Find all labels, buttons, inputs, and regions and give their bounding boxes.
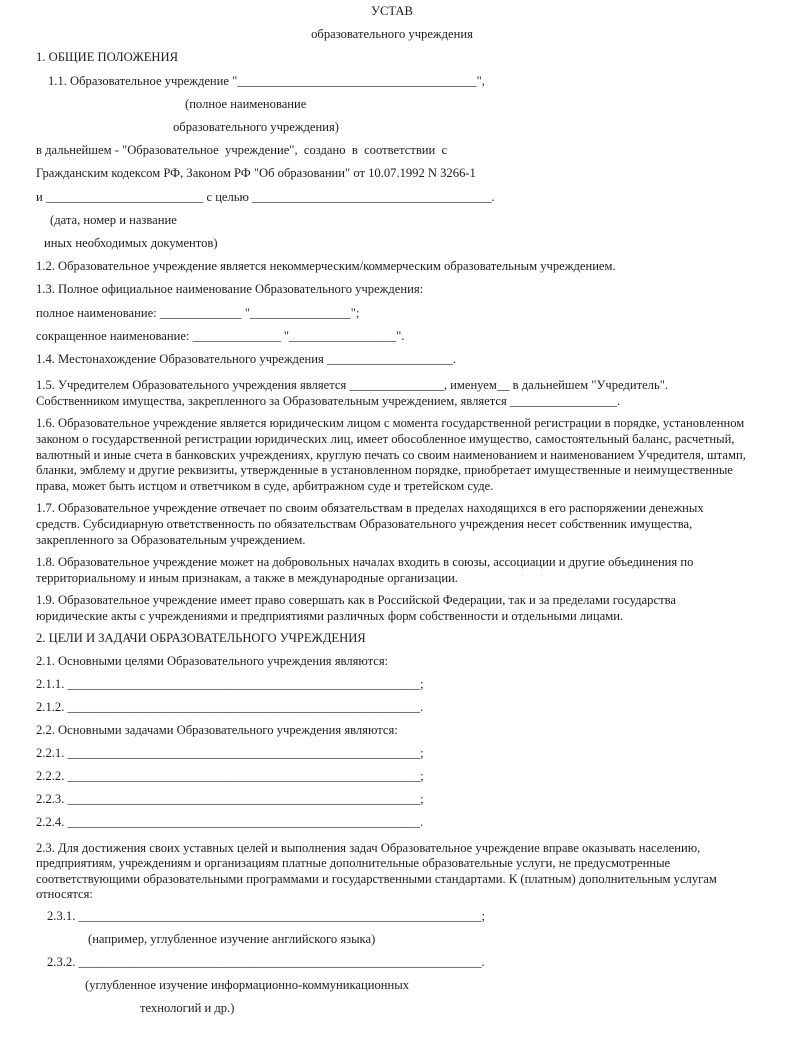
- clause-1-1: 1.1. Образовательное учреждение "______________________________________",: [48, 73, 485, 88]
- item-2-2-2: 2.2.2. ________________________________________________________;: [36, 768, 424, 783]
- clause-1-1-cont-2: Гражданским кодексом РФ, Законом РФ "Об образовании" от 10.07.1992 N 3266-1: [36, 166, 476, 181]
- section-2-heading: 2. ЦЕЛИ И ЗАДАЧИ ОБРАЗОВАТЕЛЬНОГО УЧРЕЖДЕНИЯ: [36, 630, 366, 645]
- item-2-2-3: 2.2.3. ________________________________________________________;: [36, 791, 424, 806]
- clause-1-1-cont-1: в дальнейшем - "Образовательное учреждение", создано в соответствии с: [36, 143, 448, 158]
- short-name-blank-line: сокращенное наименование: ______________ "_________________".: [36, 328, 405, 343]
- doc-subtitle: образовательного учреждения: [311, 27, 473, 42]
- section-1-heading: 1. ОБЩИЕ ПОЛОЖЕНИЯ: [36, 50, 179, 65]
- clause-1-6: 1.6. Образовательное учреждение является юридическим лицом с момента государственной регистрации в порядке, установленном законом о государственной регистрации юридических лиц, имеет обособленное имущество, самостоятельный баланс, расчетный, валютный и иные счета в банковских учреждениях, круглую печать со своим наименованием и наименованием Учредителя, штамп, бланки, эмблему и другие реквизиты, утвержденные в установленном порядке, приобретает имущественные и неимущественные права, может быть истцом и ответчиком в суде, арбитражном суде и третейском суде.: [36, 416, 746, 493]
- clause-1-7: 1.7. Образовательное учреждение отвечает по своим обязательствам в пределах находящихся в его распоряжении денежных средств. Субсидиарную ответственность по обязательствам Образовательного учреждения несет собственник имущества, закрепленного за Образовательным учреждением.: [36, 501, 704, 547]
- caption-example-1: (например, углубленное изучение английского языка): [88, 931, 376, 946]
- clause-1-1-cont-3: и _________________________ с целью ______________________________________.: [36, 189, 495, 204]
- clause-1-2: 1.2. Образовательное учреждение является некоммерческим/коммерческим образовательным учреждением.: [36, 259, 616, 274]
- doc-title: УСТАВ: [371, 4, 413, 18]
- caption-full-name-1: (полное наименование: [185, 96, 307, 111]
- full-name-blank-line: полное наименование: _____________ "________________";: [36, 305, 360, 320]
- caption-example-2a: (углубленное изучение информационно-коммуникационных: [85, 977, 409, 992]
- item-2-1-1: 2.1.1. ________________________________________________________;: [36, 676, 424, 691]
- item-2-2-1: 2.2.1. ________________________________________________________;: [36, 745, 424, 760]
- clause-1-5: 1.5. Учредителем Образовательного учреждения является _______________, именуем__ в дальнейшем "Учредитель". Собственником имущества, закрепленного за Образовательным учреждением, является _________________.: [36, 378, 668, 408]
- caption-example-2b: технологий и др.): [140, 1000, 235, 1015]
- clause-2-1: 2.1. Основными целями Образовательного учреждения являются:: [36, 653, 389, 668]
- caption-full-name-2: образовательного учреждения): [173, 120, 339, 135]
- clause-1-3: 1.3. Полное официальное наименование Образовательного учреждения:: [36, 282, 424, 297]
- item-2-2-4: 2.2.4. ________________________________________________________.: [36, 814, 424, 829]
- caption-docs-2: иных необходимых документов): [44, 236, 218, 251]
- clause-2-2: 2.2. Основными задачами Образовательного учреждения являются:: [36, 722, 398, 737]
- clause-1-8: 1.8. Образовательное учреждение может на добровольных началах входить в союзы, ассоциации и другие объединения по территориальному и иным признакам, а также в международные организации.: [36, 555, 694, 585]
- clause-1-9: 1.9. Образовательное учреждение имеет право совершать как в Российской Федерации, так и за пределами государства юридические акты с учреждениями и предприятиями различных форм собственности и отдельными лицами.: [36, 593, 676, 623]
- clause-2-3: 2.3. Для достижения своих уставных целей и выполнения задач Образовательное учреждение вправе оказывать населению, предприятиям, учреждениям и организациям платные дополнительные образовательные услуги, не предусмотренные соответствующими образовательными программами и государственными стандартами. К (платным) дополнительным услугам относятся:: [36, 840, 717, 902]
- item-2-3-2: 2.3.2. ________________________________________________________________.: [47, 954, 485, 969]
- clause-1-4: 1.4. Местонахождение Образовательного учреждения ____________________.: [36, 352, 457, 367]
- section-2-services: [36, 905, 748, 1020]
- item-2-3-1: 2.3.1. ________________________________________________________________;: [47, 908, 485, 923]
- caption-docs-1: (дата, номер и название: [50, 212, 177, 227]
- item-2-1-2: 2.1.2. ________________________________________________________.: [36, 699, 424, 714]
- section-2: [36, 627, 748, 834]
